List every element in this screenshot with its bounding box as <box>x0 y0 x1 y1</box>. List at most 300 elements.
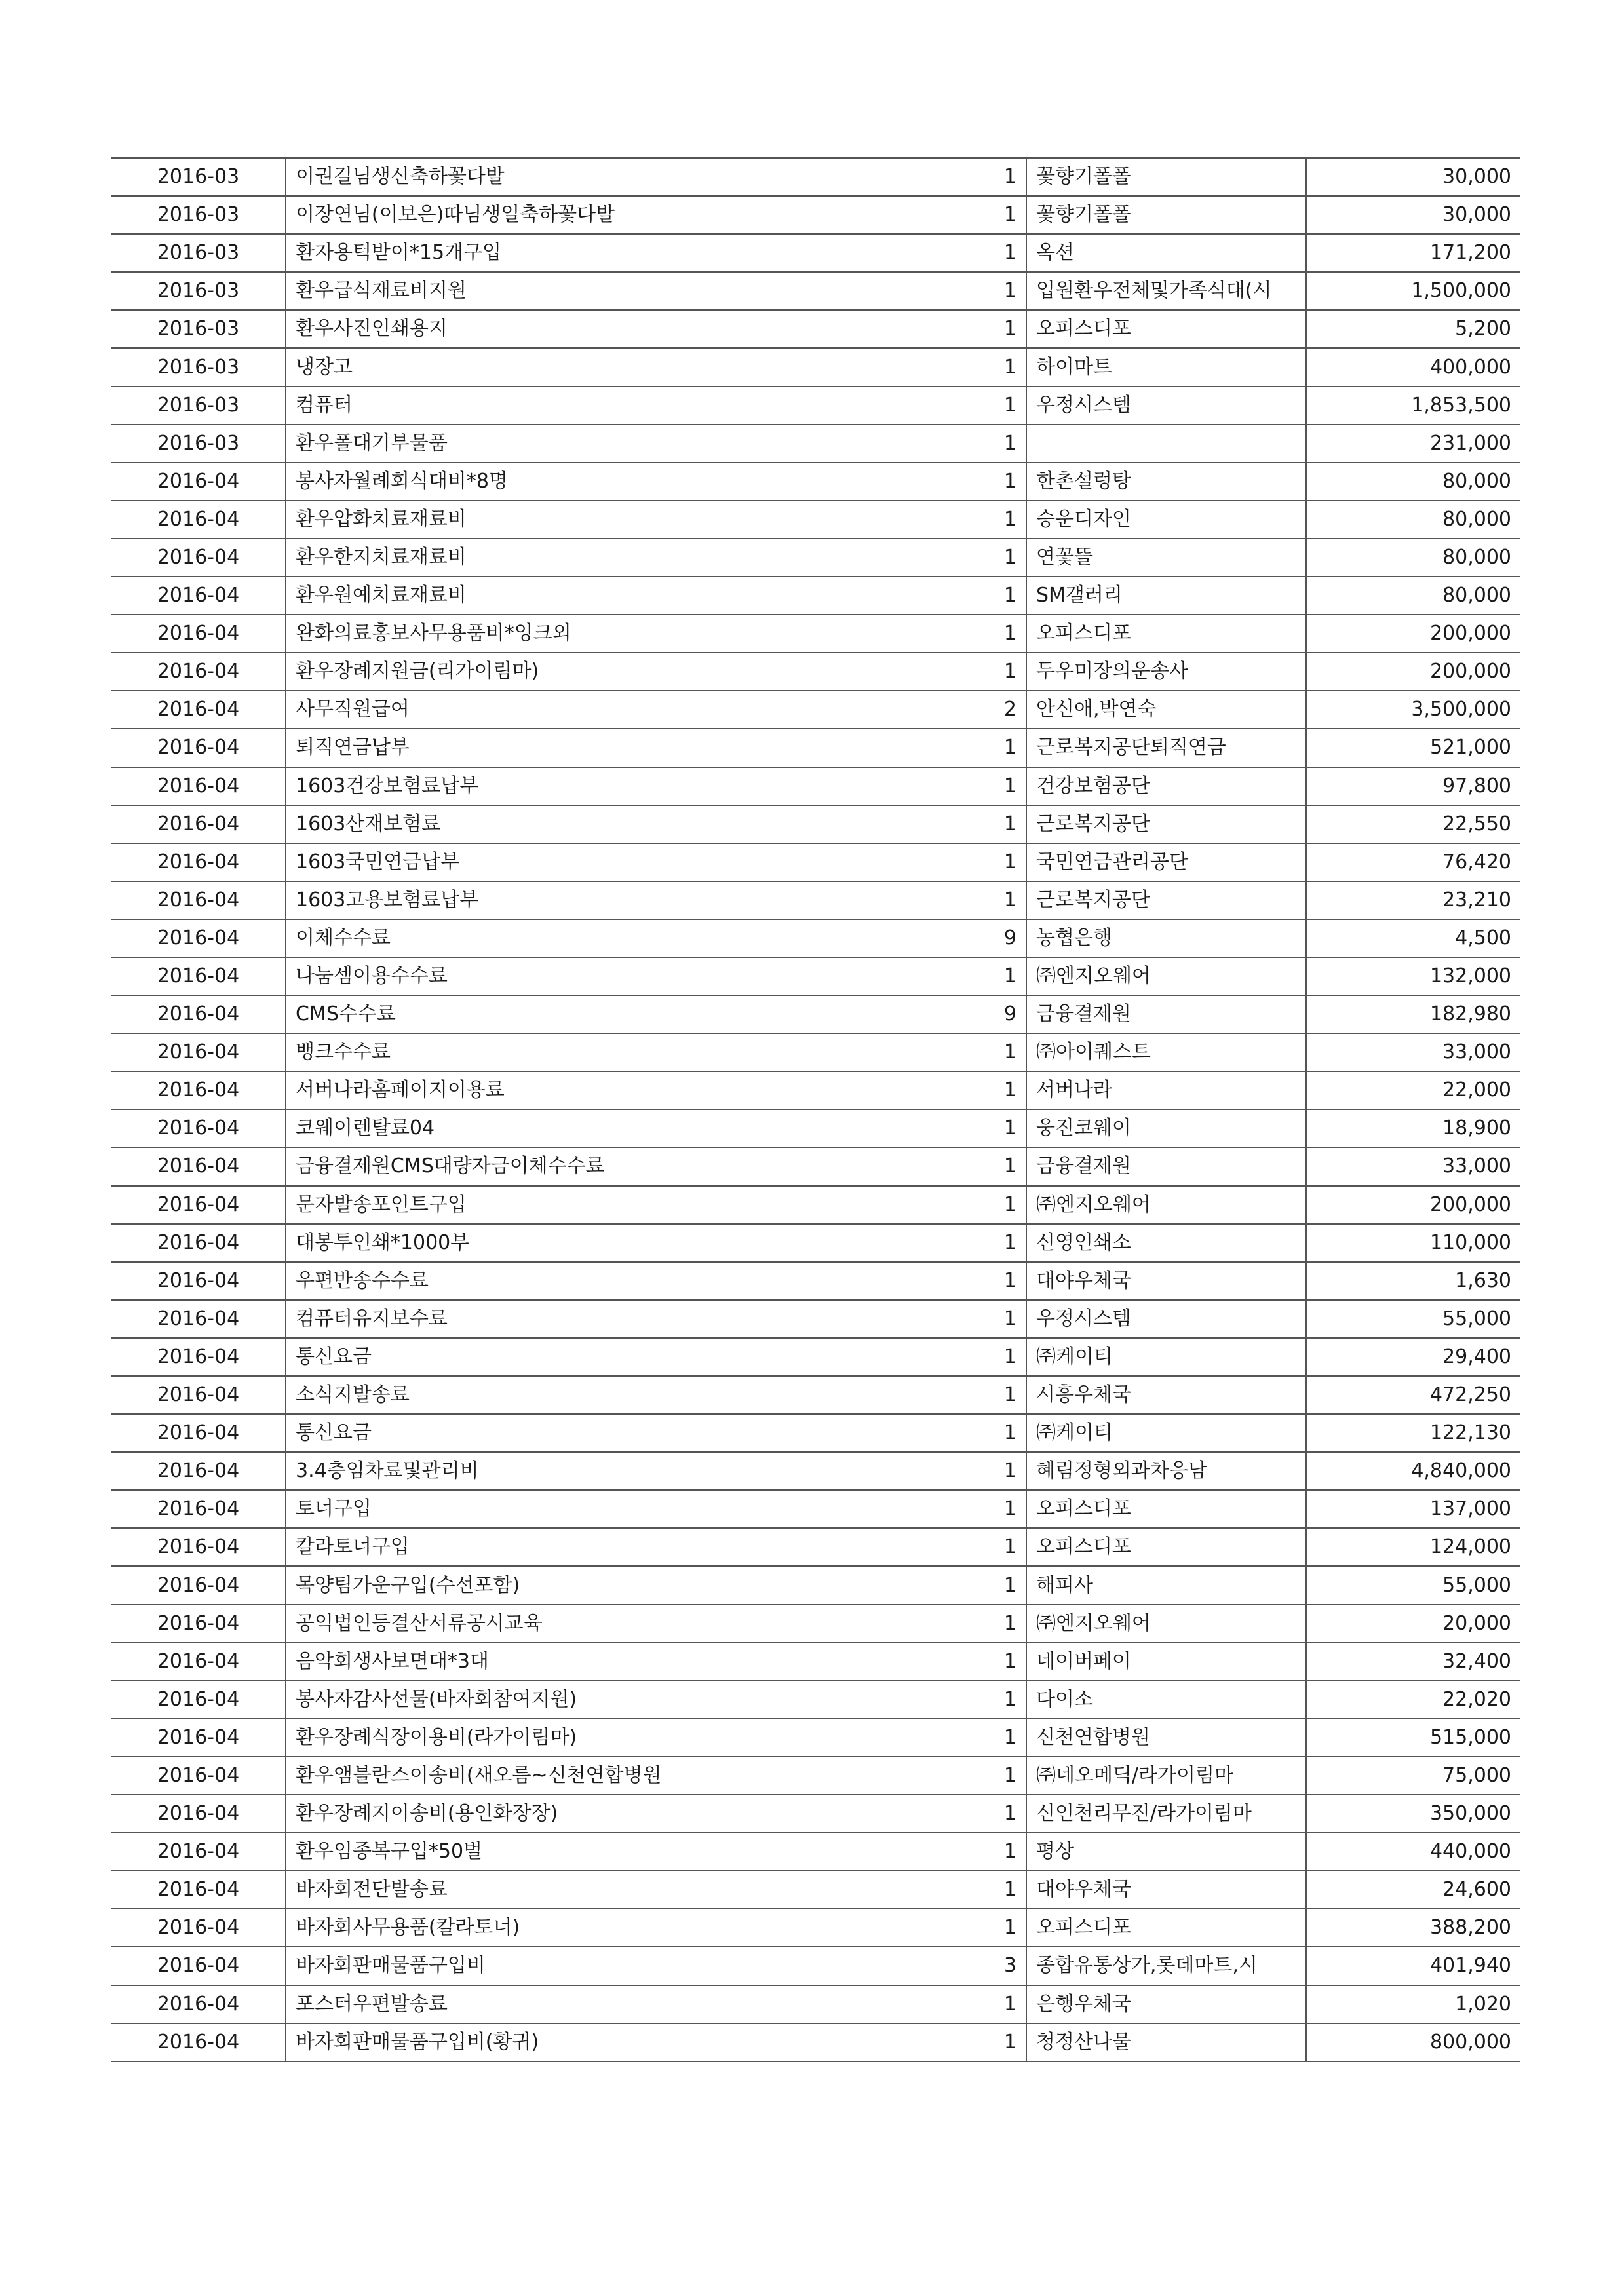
amount-cell: 22,020 <box>1306 1681 1520 1719</box>
date-cell: 2016-03 <box>111 387 286 425</box>
date-cell: 2016-04 <box>111 1033 286 1071</box>
table-row <box>111 1033 1520 1071</box>
amount-cell: 80,000 <box>1306 501 1520 539</box>
quantity-cell: 1 <box>723 1186 1026 1224</box>
amount-cell: 800,000 <box>1306 2023 1520 2061</box>
date-cell: 2016-04 <box>111 1871 286 1909</box>
table-row <box>111 425 1520 463</box>
description-cell: 바자회전단발송료 <box>286 1871 723 1909</box>
amount-cell: 200,000 <box>1306 653 1520 691</box>
amount-cell: 122,130 <box>1306 1414 1520 1452</box>
date-cell: 2016-04 <box>111 1109 286 1147</box>
quantity-cell: 1 <box>723 1871 1026 1909</box>
table-row <box>111 1566 1520 1604</box>
table-row <box>111 767 1520 805</box>
quantity-cell: 1 <box>723 1795 1026 1833</box>
quantity-cell: 9 <box>723 995 1026 1033</box>
amount-cell: 1,630 <box>1306 1262 1520 1300</box>
amount-cell: 22,550 <box>1306 805 1520 843</box>
table-row <box>111 463 1520 501</box>
quantity-cell: 1 <box>723 1262 1026 1300</box>
vendor-cell: 우정시스템 <box>1026 1300 1306 1338</box>
date-cell: 2016-04 <box>111 1528 286 1566</box>
quantity-cell: 9 <box>723 919 1026 957</box>
description-cell: 포스터우편발송료 <box>286 1985 723 2023</box>
amount-cell: 80,000 <box>1306 577 1520 615</box>
description-cell: 환우원예치료재료비 <box>286 577 723 615</box>
amount-cell: 1,853,500 <box>1306 387 1520 425</box>
table-row <box>111 1833 1520 1871</box>
date-cell: 2016-04 <box>111 995 286 1033</box>
date-cell: 2016-04 <box>111 1643 286 1681</box>
table-row <box>111 1909 1520 1947</box>
table-row <box>111 1224 1520 1262</box>
vendor-cell: 꽃향기폴폴 <box>1026 196 1306 234</box>
table-row <box>111 1376 1520 1414</box>
quantity-cell: 2 <box>723 691 1026 729</box>
vendor-cell: 금융결제원 <box>1026 1147 1306 1185</box>
table-row <box>111 691 1520 729</box>
date-cell: 2016-04 <box>111 1147 286 1185</box>
quantity-cell: 1 <box>723 1985 1026 2023</box>
amount-cell: 5,200 <box>1306 310 1520 348</box>
description-cell: 사무직원급여 <box>286 691 723 729</box>
date-cell: 2016-03 <box>111 425 286 463</box>
vendor-cell: 옥션 <box>1026 234 1306 272</box>
quantity-cell: 1 <box>723 805 1026 843</box>
amount-cell: 350,000 <box>1306 1795 1520 1833</box>
vendor-cell: 승운디자인 <box>1026 501 1306 539</box>
date-cell: 2016-04 <box>111 805 286 843</box>
vendor-cell: 신인천리무진/라가이림마 <box>1026 1795 1306 1833</box>
vendor-cell: 우정시스템 <box>1026 387 1306 425</box>
amount-cell: 24,600 <box>1306 1871 1520 1909</box>
date-cell: 2016-04 <box>111 1071 286 1109</box>
table-row <box>111 196 1520 234</box>
vendor-cell: 혜림정형외과차응남 <box>1026 1452 1306 1490</box>
table-row <box>111 387 1520 425</box>
amount-cell: 30,000 <box>1306 196 1520 234</box>
ledger-body <box>111 158 1520 2061</box>
amount-cell: 200,000 <box>1306 615 1520 653</box>
vendor-cell: ㈜엔지오웨어 <box>1026 1186 1306 1224</box>
description-cell: 문자발송포인트구입 <box>286 1186 723 1224</box>
table-row <box>111 348 1520 386</box>
amount-cell: 23,210 <box>1306 881 1520 919</box>
vendor-cell <box>1026 425 1306 463</box>
date-cell: 2016-04 <box>111 2023 286 2061</box>
vendor-cell: 농협은행 <box>1026 919 1306 957</box>
amount-cell: 515,000 <box>1306 1719 1520 1757</box>
quantity-cell: 1 <box>723 1681 1026 1719</box>
quantity-cell: 1 <box>723 1033 1026 1071</box>
description-cell: 금융결제원CMS대량자금이체수수료 <box>286 1147 723 1185</box>
date-cell: 2016-04 <box>111 615 286 653</box>
vendor-cell: 근로복지공단 <box>1026 881 1306 919</box>
table-row <box>111 1490 1520 1528</box>
date-cell: 2016-04 <box>111 1300 286 1338</box>
quantity-cell: 1 <box>723 1528 1026 1566</box>
date-cell: 2016-04 <box>111 1338 286 1376</box>
description-cell: 완화의료홍보사무용품비*잉크외 <box>286 615 723 653</box>
vendor-cell: ㈜엔지오웨어 <box>1026 1605 1306 1643</box>
table-row <box>111 805 1520 843</box>
quantity-cell: 1 <box>723 1757 1026 1795</box>
description-cell: 환우압화치료재료비 <box>286 501 723 539</box>
quantity-cell: 1 <box>723 1605 1026 1643</box>
description-cell: 목양팀가운구입(수선포함) <box>286 1566 723 1604</box>
date-cell: 2016-04 <box>111 957 286 995</box>
table-row <box>111 1071 1520 1109</box>
date-cell: 2016-04 <box>111 1376 286 1414</box>
description-cell: 우편반송수수료 <box>286 1262 723 1300</box>
table-row <box>111 957 1520 995</box>
quantity-cell: 1 <box>723 1109 1026 1147</box>
amount-cell: 472,250 <box>1306 1376 1520 1414</box>
table-row <box>111 1947 1520 1985</box>
description-cell: 환우임종복구입*50벌 <box>286 1833 723 1871</box>
table-row <box>111 919 1520 957</box>
description-cell: 공익법인등결산서류공시교육 <box>286 1605 723 1643</box>
table-row <box>111 2023 1520 2061</box>
amount-cell: 1,500,000 <box>1306 272 1520 310</box>
amount-cell: 182,980 <box>1306 995 1520 1033</box>
vendor-cell: 청정산나물 <box>1026 2023 1306 2061</box>
quantity-cell: 1 <box>723 615 1026 653</box>
date-cell: 2016-04 <box>111 577 286 615</box>
date-cell: 2016-04 <box>111 843 286 881</box>
vendor-cell: 시흥우체국 <box>1026 1376 1306 1414</box>
table-row <box>111 1757 1520 1795</box>
quantity-cell: 1 <box>723 348 1026 386</box>
vendor-cell: ㈜케이티 <box>1026 1414 1306 1452</box>
description-cell: 바자회판매물품구입비 <box>286 1947 723 1985</box>
quantity-cell: 1 <box>723 2023 1026 2061</box>
amount-cell: 388,200 <box>1306 1909 1520 1947</box>
date-cell: 2016-04 <box>111 653 286 691</box>
quantity-cell: 1 <box>723 196 1026 234</box>
table-row <box>111 1452 1520 1490</box>
table-row <box>111 653 1520 691</box>
description-cell: 환우급식재료비지원 <box>286 272 723 310</box>
description-cell: 코웨이렌탈료04 <box>286 1109 723 1147</box>
description-cell: 토너구입 <box>286 1490 723 1528</box>
description-cell: 환자용턱받이*15개구입 <box>286 234 723 272</box>
date-cell: 2016-04 <box>111 1566 286 1604</box>
table-row <box>111 1719 1520 1757</box>
quantity-cell: 1 <box>723 463 1026 501</box>
description-cell: 봉사자감사선물(바자회참여지원) <box>286 1681 723 1719</box>
quantity-cell: 1 <box>723 272 1026 310</box>
amount-cell: 55,000 <box>1306 1566 1520 1604</box>
table-row <box>111 843 1520 881</box>
amount-cell: 132,000 <box>1306 957 1520 995</box>
table-row <box>111 881 1520 919</box>
description-cell: 환우앰블란스이송비(새오름~신천연합병원 <box>286 1757 723 1795</box>
quantity-cell: 1 <box>723 1338 1026 1376</box>
amount-cell: 3,500,000 <box>1306 691 1520 729</box>
table-row <box>111 1871 1520 1909</box>
quantity-cell: 1 <box>723 1909 1026 1947</box>
quantity-cell: 1 <box>723 1414 1026 1452</box>
vendor-cell: 네이버페이 <box>1026 1643 1306 1681</box>
vendor-cell: ㈜엔지오웨어 <box>1026 957 1306 995</box>
vendor-cell: 연꽃뜰 <box>1026 539 1306 577</box>
date-cell: 2016-03 <box>111 272 286 310</box>
vendor-cell: 금융결제원 <box>1026 995 1306 1033</box>
description-cell: 1603건강보험료납부 <box>286 767 723 805</box>
quantity-cell: 1 <box>723 729 1026 767</box>
vendor-cell: 두우미장의운송사 <box>1026 653 1306 691</box>
vendor-cell: 대야우체국 <box>1026 1262 1306 1300</box>
vendor-cell: 오피스디포 <box>1026 615 1306 653</box>
quantity-cell: 1 <box>723 1719 1026 1757</box>
vendor-cell: SM갤러리 <box>1026 577 1306 615</box>
date-cell: 2016-04 <box>111 1985 286 2023</box>
description-cell: 환우폴대기부물품 <box>286 425 723 463</box>
quantity-cell: 3 <box>723 1947 1026 1985</box>
expense-ledger-table <box>111 157 1520 2062</box>
date-cell: 2016-04 <box>111 1795 286 1833</box>
amount-cell: 1,020 <box>1306 1985 1520 2023</box>
quantity-cell: 1 <box>723 1643 1026 1681</box>
quantity-cell: 1 <box>723 310 1026 348</box>
quantity-cell: 1 <box>723 1490 1026 1528</box>
date-cell: 2016-04 <box>111 767 286 805</box>
vendor-cell: 오피스디포 <box>1026 1490 1306 1528</box>
vendor-cell: 은행우체국 <box>1026 1985 1306 2023</box>
date-cell: 2016-04 <box>111 1909 286 1947</box>
amount-cell: 137,000 <box>1306 1490 1520 1528</box>
date-cell: 2016-04 <box>111 1452 286 1490</box>
vendor-cell: ㈜아이퀘스트 <box>1026 1033 1306 1071</box>
amount-cell: 200,000 <box>1306 1186 1520 1224</box>
quantity-cell: 1 <box>723 501 1026 539</box>
amount-cell: 521,000 <box>1306 729 1520 767</box>
date-cell: 2016-04 <box>111 881 286 919</box>
table-row <box>111 158 1520 196</box>
table-row <box>111 1109 1520 1147</box>
vendor-cell: 국민연금관리공단 <box>1026 843 1306 881</box>
table-row <box>111 615 1520 653</box>
table-row <box>111 1147 1520 1185</box>
date-cell: 2016-04 <box>111 463 286 501</box>
table-row <box>111 1795 1520 1833</box>
description-cell: 환우한지치료재료비 <box>286 539 723 577</box>
description-cell: 3.4층임차료및관리비 <box>286 1452 723 1490</box>
date-cell: 2016-03 <box>111 234 286 272</box>
date-cell: 2016-03 <box>111 196 286 234</box>
description-cell: 이권길님생신축하꽃다발 <box>286 158 723 196</box>
vendor-cell: 신천연합병원 <box>1026 1719 1306 1757</box>
quantity-cell: 1 <box>723 234 1026 272</box>
amount-cell: 20,000 <box>1306 1605 1520 1643</box>
quantity-cell: 1 <box>723 767 1026 805</box>
table-row <box>111 1186 1520 1224</box>
amount-cell: 80,000 <box>1306 463 1520 501</box>
description-cell: 음악회생사보면대*3대 <box>286 1643 723 1681</box>
table-row <box>111 1262 1520 1300</box>
vendor-cell: ㈜네오메딕/라가이림마 <box>1026 1757 1306 1795</box>
quantity-cell: 1 <box>723 1071 1026 1109</box>
description-cell: 1603산재보험료 <box>286 805 723 843</box>
amount-cell: 75,000 <box>1306 1757 1520 1795</box>
description-cell: 환우장례지원금(리가이림마) <box>286 653 723 691</box>
date-cell: 2016-04 <box>111 1414 286 1452</box>
description-cell: 서버나라홈페이지이용료 <box>286 1071 723 1109</box>
vendor-cell: 한촌설렁탕 <box>1026 463 1306 501</box>
description-cell: 봉사자월례회식대비*8명 <box>286 463 723 501</box>
description-cell: 나눔셈이용수수료 <box>286 957 723 995</box>
amount-cell: 231,000 <box>1306 425 1520 463</box>
table-row <box>111 1985 1520 2023</box>
table-row <box>111 1300 1520 1338</box>
vendor-cell: 하이마트 <box>1026 348 1306 386</box>
quantity-cell: 1 <box>723 158 1026 196</box>
quantity-cell: 1 <box>723 1300 1026 1338</box>
quantity-cell: 1 <box>723 539 1026 577</box>
amount-cell: 440,000 <box>1306 1833 1520 1871</box>
table-row <box>111 234 1520 272</box>
description-cell: 환우장례지이송비(용인화장장) <box>286 1795 723 1833</box>
date-cell: 2016-04 <box>111 729 286 767</box>
vendor-cell: 꽃향기폴폴 <box>1026 158 1306 196</box>
date-cell: 2016-04 <box>111 1186 286 1224</box>
amount-cell: 55,000 <box>1306 1300 1520 1338</box>
table-row <box>111 272 1520 310</box>
description-cell: 소식지발송료 <box>286 1376 723 1414</box>
quantity-cell: 1 <box>723 1376 1026 1414</box>
table-row <box>111 1338 1520 1376</box>
amount-cell: 4,840,000 <box>1306 1452 1520 1490</box>
table-row <box>111 995 1520 1033</box>
amount-cell: 32,400 <box>1306 1643 1520 1681</box>
amount-cell: 29,400 <box>1306 1338 1520 1376</box>
table-row <box>111 1643 1520 1681</box>
description-cell: 퇴직연금납부 <box>286 729 723 767</box>
quantity-cell: 1 <box>723 653 1026 691</box>
description-cell: 이장연님(이보은)따님생일축하꽃다발 <box>286 196 723 234</box>
description-cell: 컴퓨터 <box>286 387 723 425</box>
quantity-cell: 1 <box>723 387 1026 425</box>
date-cell: 2016-04 <box>111 919 286 957</box>
amount-cell: 80,000 <box>1306 539 1520 577</box>
vendor-cell: 오피스디포 <box>1026 1909 1306 1947</box>
date-cell: 2016-04 <box>111 1757 286 1795</box>
date-cell: 2016-04 <box>111 1833 286 1871</box>
amount-cell: 18,900 <box>1306 1109 1520 1147</box>
table-row <box>111 577 1520 615</box>
vendor-cell: 안신애,박연숙 <box>1026 691 1306 729</box>
description-cell: 이체수수료 <box>286 919 723 957</box>
date-cell: 2016-04 <box>111 1947 286 1985</box>
description-cell: 통신요금 <box>286 1338 723 1376</box>
quantity-cell: 1 <box>723 425 1026 463</box>
description-cell: 뱅크수수료 <box>286 1033 723 1071</box>
table-row <box>111 501 1520 539</box>
vendor-cell: 대야우체국 <box>1026 1871 1306 1909</box>
date-cell: 2016-04 <box>111 501 286 539</box>
table-row <box>111 1528 1520 1566</box>
quantity-cell: 1 <box>723 843 1026 881</box>
table-row <box>111 1681 1520 1719</box>
date-cell: 2016-04 <box>111 1224 286 1262</box>
quantity-cell: 1 <box>723 1566 1026 1604</box>
vendor-cell: 신영인쇄소 <box>1026 1224 1306 1262</box>
table-row <box>111 539 1520 577</box>
description-cell: CMS수수료 <box>286 995 723 1033</box>
date-cell: 2016-03 <box>111 158 286 196</box>
description-cell: 컴퓨터유지보수료 <box>286 1300 723 1338</box>
vendor-cell: 해피사 <box>1026 1566 1306 1604</box>
table-row <box>111 1605 1520 1643</box>
date-cell: 2016-04 <box>111 1719 286 1757</box>
quantity-cell: 1 <box>723 1147 1026 1185</box>
vendor-cell: ㈜케이티 <box>1026 1338 1306 1376</box>
quantity-cell: 1 <box>723 577 1026 615</box>
description-cell: 바자회사무용품(칼라토너) <box>286 1909 723 1947</box>
amount-cell: 97,800 <box>1306 767 1520 805</box>
amount-cell: 400,000 <box>1306 348 1520 386</box>
table-row <box>111 310 1520 348</box>
date-cell: 2016-04 <box>111 1490 286 1528</box>
amount-cell: 22,000 <box>1306 1071 1520 1109</box>
description-cell: 1603고용보험료납부 <box>286 881 723 919</box>
vendor-cell: 근로복지공단퇴직연금 <box>1026 729 1306 767</box>
description-cell: 칼라토너구입 <box>286 1528 723 1566</box>
date-cell: 2016-04 <box>111 1262 286 1300</box>
quantity-cell: 1 <box>723 957 1026 995</box>
date-cell: 2016-03 <box>111 310 286 348</box>
vendor-cell: 웅진코웨이 <box>1026 1109 1306 1147</box>
description-cell: 환우사진인쇄용지 <box>286 310 723 348</box>
date-cell: 2016-03 <box>111 348 286 386</box>
vendor-cell: 평상 <box>1026 1833 1306 1871</box>
quantity-cell: 1 <box>723 881 1026 919</box>
table-row <box>111 729 1520 767</box>
amount-cell: 171,200 <box>1306 234 1520 272</box>
date-cell: 2016-04 <box>111 539 286 577</box>
description-cell: 냉장고 <box>286 348 723 386</box>
quantity-cell: 1 <box>723 1833 1026 1871</box>
vendor-cell: 종합유통상가,롯데마트,시 <box>1026 1947 1306 1985</box>
amount-cell: 30,000 <box>1306 158 1520 196</box>
table-row <box>111 1414 1520 1452</box>
vendor-cell: 오피스디포 <box>1026 1528 1306 1566</box>
vendor-cell: 건강보험공단 <box>1026 767 1306 805</box>
description-cell: 바자회판매물품구입비(황귀) <box>286 2023 723 2061</box>
quantity-cell: 1 <box>723 1452 1026 1490</box>
date-cell: 2016-04 <box>111 1605 286 1643</box>
quantity-cell: 1 <box>723 1224 1026 1262</box>
vendor-cell: 서버나라 <box>1026 1071 1306 1109</box>
date-cell: 2016-04 <box>111 1681 286 1719</box>
description-cell: 1603국민연금납부 <box>286 843 723 881</box>
amount-cell: 401,940 <box>1306 1947 1520 1985</box>
amount-cell: 110,000 <box>1306 1224 1520 1262</box>
description-cell: 환우장례식장이용비(라가이림마) <box>286 1719 723 1757</box>
amount-cell: 4,500 <box>1306 919 1520 957</box>
amount-cell: 33,000 <box>1306 1147 1520 1185</box>
amount-cell: 76,420 <box>1306 843 1520 881</box>
date-cell: 2016-04 <box>111 691 286 729</box>
amount-cell: 124,000 <box>1306 1528 1520 1566</box>
vendor-cell: 다이소 <box>1026 1681 1306 1719</box>
description-cell: 대봉투인쇄*1000부 <box>286 1224 723 1262</box>
amount-cell: 33,000 <box>1306 1033 1520 1071</box>
vendor-cell: 근로복지공단 <box>1026 805 1306 843</box>
vendor-cell: 입원환우전체및가족식대(시 <box>1026 272 1306 310</box>
